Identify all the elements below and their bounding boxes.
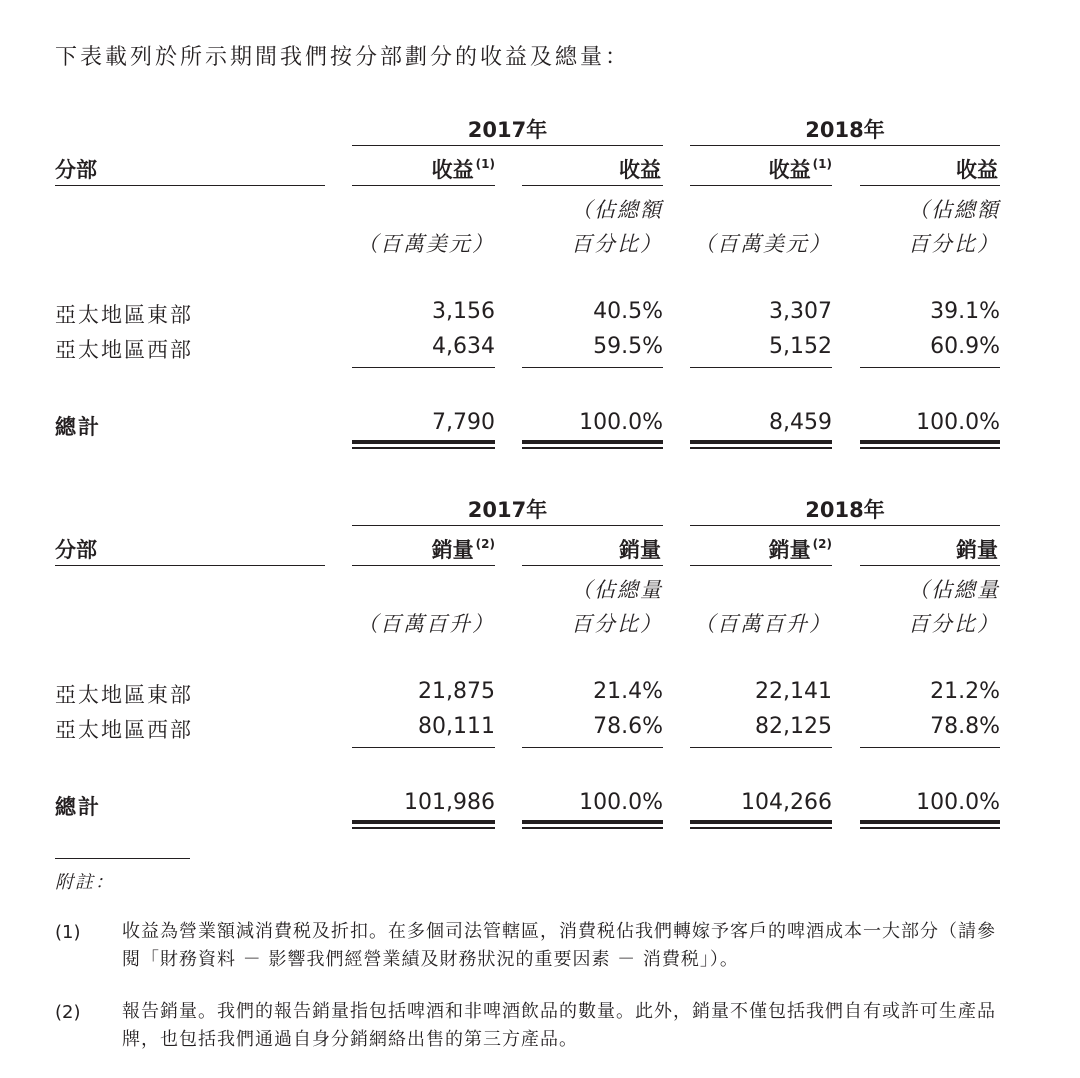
volume-subtotal-rule-1: [352, 747, 495, 748]
revenue-year-rule-1: [352, 145, 663, 146]
volume-row-2-value-2: 78.6%: [593, 714, 663, 739]
volume-total-double-rule-1: [352, 820, 495, 829]
revenue-col-rule-2: [522, 185, 663, 186]
revenue-row-1-value-4: 39.1%: [930, 299, 1000, 324]
revenue-row-1-value-2: 40.5%: [593, 299, 663, 324]
revenue-col-header-4-label: 收益: [956, 158, 998, 182]
revenue-segment-rule: [55, 185, 325, 186]
volume-total-value-4: 100.0%: [916, 790, 1000, 815]
revenue-row-1-label: 亞太地區東部: [55, 303, 193, 327]
volume-col-unit-2-line1: （佔總量: [571, 578, 663, 602]
revenue-row-2-value-2: 59.5%: [593, 334, 663, 359]
revenue-col-header-2: [522, 154, 663, 184]
volume-row-1-value-4: 21.2%: [930, 679, 1000, 704]
revenue-col-header-3-note: (1): [812, 157, 832, 171]
volume-col-unit-3-line2: （百萬百升）: [694, 612, 832, 636]
volume-total-double-rule-2: [522, 820, 663, 829]
revenue-segment-header: 分部: [55, 158, 97, 182]
note-2-text: 報告銷量。我們的報告銷量指包括啤酒和非啤酒飲品的數量。此外，銷量不僅包括我們自有或許可生產品牌，也包括我們通過自身分銷網絡出售的第三方產品。: [122, 1001, 996, 1050]
volume-col-rule-3: [690, 565, 832, 566]
revenue-col-rule-3: [690, 185, 832, 186]
revenue-total-value-4: 100.0%: [916, 410, 1000, 435]
volume-col-header-1-note: (2): [475, 537, 495, 551]
volume-col-header-4-label: 銷量: [956, 538, 998, 562]
revenue-col-unit-3-line2: （百萬美元）: [694, 232, 832, 256]
revenue-subtotal-rule-4: [860, 367, 1000, 368]
volume-row-1-value-3: 22,141: [755, 679, 832, 704]
revenue-col-header-1-note: (1): [475, 157, 495, 171]
revenue-total-value-2: 100.0%: [579, 410, 663, 435]
volume-row-2-label: 亞太地區西部: [55, 718, 193, 742]
revenue-row-1-value-1: 3,156: [432, 299, 495, 324]
volume-col-header-3-label: 銷量: [768, 538, 811, 562]
revenue-row-2-value-1: 4,634: [432, 334, 495, 359]
volume-col-header-1-label: 銷量: [431, 538, 474, 562]
volume-row-1-value-1: 21,875: [418, 679, 495, 704]
revenue-row-1-value-3: 3,307: [769, 299, 832, 324]
volume-col-header-3-note: (2): [812, 537, 832, 551]
revenue-subtotal-rule-3: [690, 367, 832, 368]
volume-col-header-2: [522, 534, 663, 564]
volume-row-2-value-1: 80,111: [418, 714, 495, 739]
volume-col-unit-2-line2: 百分比）: [571, 612, 663, 636]
volume-row-1-value-2: 21.4%: [593, 679, 663, 704]
volume-col-header-3: [690, 534, 832, 564]
volume-col-rule-2: [522, 565, 663, 566]
volume-col-unit-1-line2: （百萬百升）: [357, 612, 495, 636]
volume-segment-rule: [55, 565, 325, 566]
revenue-total-double-rule-1: [352, 440, 495, 449]
revenue-row-2-value-4: 60.9%: [930, 334, 1000, 359]
volume-total-value-1: 101,986: [404, 790, 495, 815]
revenue-subtotal-rule-2: [522, 367, 663, 368]
volume-total-double-rule-4: [860, 820, 1000, 829]
revenue-year-1: 2017年: [467, 118, 548, 142]
volume-subtotal-rule-2: [522, 747, 663, 748]
revenue-col-unit-4-line1: （佔總額: [908, 198, 1000, 222]
volume-col-header-1: [352, 534, 495, 564]
volume-total-double-rule-3: [690, 820, 832, 829]
revenue-total-double-rule-2: [522, 440, 663, 449]
volume-total-value-3: 104,266: [741, 790, 832, 815]
notes-title: 附註：: [55, 872, 115, 893]
revenue-year-rule-2: [690, 145, 1000, 146]
note-1-number: (1): [55, 922, 81, 943]
volume-col-header-2-label: 銷量: [619, 538, 661, 562]
volume-year-rule-2: [690, 525, 1000, 526]
volume-year-2: 2018年: [805, 498, 885, 522]
revenue-col-unit-2-line2: 百分比）: [571, 232, 663, 256]
volume-col-unit-4-line1: （佔總量: [908, 578, 1000, 602]
volume-row-2-value-3: 82,125: [755, 714, 832, 739]
volume-total-label: 總計: [55, 795, 101, 819]
revenue-col-rule-1: [352, 185, 495, 186]
revenue-col-header-2-label: 收益: [619, 158, 661, 182]
revenue-col-header-4: [860, 154, 1000, 184]
revenue-total-label: 總計: [55, 415, 101, 439]
note-2-number: (2): [55, 1002, 81, 1023]
revenue-col-header-3: [690, 154, 832, 184]
revenue-col-unit-4-line2: 百分比）: [908, 232, 1000, 256]
revenue-total-value-1: 7,790: [432, 410, 495, 435]
revenue-year-2: 2018年: [805, 118, 885, 142]
volume-segment-header: 分部: [55, 538, 97, 562]
volume-year-rule-1: [352, 525, 663, 526]
volume-total-value-2: 100.0%: [579, 790, 663, 815]
volume-col-unit-4-line2: 百分比）: [908, 612, 1000, 636]
note-1-text: 收益為營業額減消費税及折扣。在多個司法管轄區，消費税佔我們轉嫁予客戶的啤酒成本一大部分（請參閱「財務資料 － 影響我們經營業績及財務狀況的重要因素 － 消費税」）。: [122, 921, 996, 970]
revenue-total-value-3: 8,459: [769, 410, 832, 435]
revenue-col-unit-1-line2: （百萬美元）: [357, 232, 495, 256]
revenue-row-2-label: 亞太地區西部: [55, 338, 193, 362]
revenue-col-rule-4: [860, 185, 1000, 186]
volume-row-1-label: 亞太地區東部: [55, 683, 193, 707]
revenue-col-header-1: [352, 154, 495, 184]
volume-subtotal-rule-3: [690, 747, 832, 748]
revenue-subtotal-rule-1: [352, 367, 495, 368]
volume-col-rule-1: [352, 565, 495, 566]
volume-year-1: 2017年: [467, 498, 548, 522]
revenue-col-header-3-label: 收益: [768, 158, 811, 182]
revenue-col-unit-2-line1: （佔總額: [571, 198, 663, 222]
notes-divider: [55, 858, 190, 859]
revenue-total-double-rule-3: [690, 440, 832, 449]
revenue-row-2-value-3: 5,152: [769, 334, 832, 359]
volume-row-2-value-4: 78.8%: [930, 714, 1000, 739]
volume-col-rule-4: [860, 565, 1000, 566]
revenue-col-header-1-label: 收益: [431, 158, 474, 182]
revenue-total-double-rule-4: [860, 440, 1000, 449]
intro-text: 下表載列於所示期間我們按分部劃分的收益及總量：: [55, 45, 631, 70]
volume-subtotal-rule-4: [860, 747, 1000, 748]
volume-col-header-4: [860, 534, 1000, 564]
